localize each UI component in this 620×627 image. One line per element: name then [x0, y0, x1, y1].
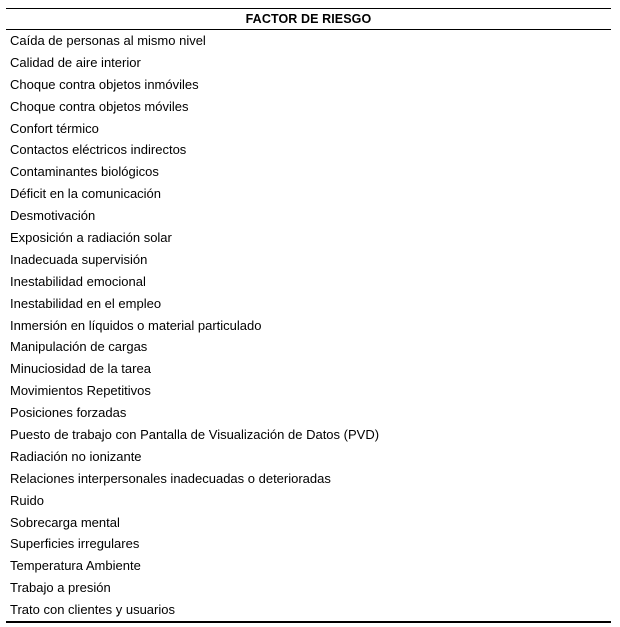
table-row: Caída de personas al mismo nivel [10, 33, 206, 48]
table-row: Desmotivación [10, 208, 96, 224]
table-row: Manipulación de cargas [10, 339, 148, 355]
table-row: Movimientos Repetitivos [10, 383, 151, 399]
table-row: Confort térmico [10, 120, 99, 136]
table-row: Puesto de trabajo con Pantalla de Visualización de Datos (PVD) [10, 427, 380, 443]
table-row: Superficies irregulares [10, 536, 140, 552]
table-row: Déficit en la comunicación [10, 186, 162, 202]
table-row: Calidad de aire interior [10, 54, 141, 70]
table-row: Choque contra objetos inmóviles [10, 76, 199, 92]
table-row: Exposición a radiación solar [10, 230, 172, 246]
table-row: Radiación no ionizante [10, 448, 142, 464]
table-row: Sobrecarga mental [10, 514, 120, 530]
table-row: Temperatura Ambiente [10, 558, 141, 574]
table-row: Inestabilidad en el empleo [10, 295, 162, 311]
table-row: Choque contra objetos móviles [10, 98, 189, 114]
table-row: Contaminantes biológicos [10, 164, 159, 180]
table-row: Posiciones forzadas [10, 405, 127, 421]
table-row: Ruido [10, 492, 44, 508]
table-row: Inmersión en líquidos o material particulado [10, 317, 262, 333]
table-row: Minuciosidad de la tarea [10, 361, 151, 377]
table-row: Contactos eléctricos indirectos [10, 142, 187, 158]
table-row: Trato con clientes y usuarios [10, 602, 175, 618]
table-row: Relaciones interpersonales inadecuadas o deterioradas [10, 470, 331, 486]
table-row: Inadecuada supervisión [10, 251, 148, 267]
table-row: Trabajo a presión [10, 580, 111, 596]
table-row: Inestabilidad emocional [10, 273, 146, 289]
table-body [6, 30, 611, 623]
risk-factor-table [6, 8, 611, 623]
table-header: FACTOR DE RIESGO [6, 8, 611, 30]
